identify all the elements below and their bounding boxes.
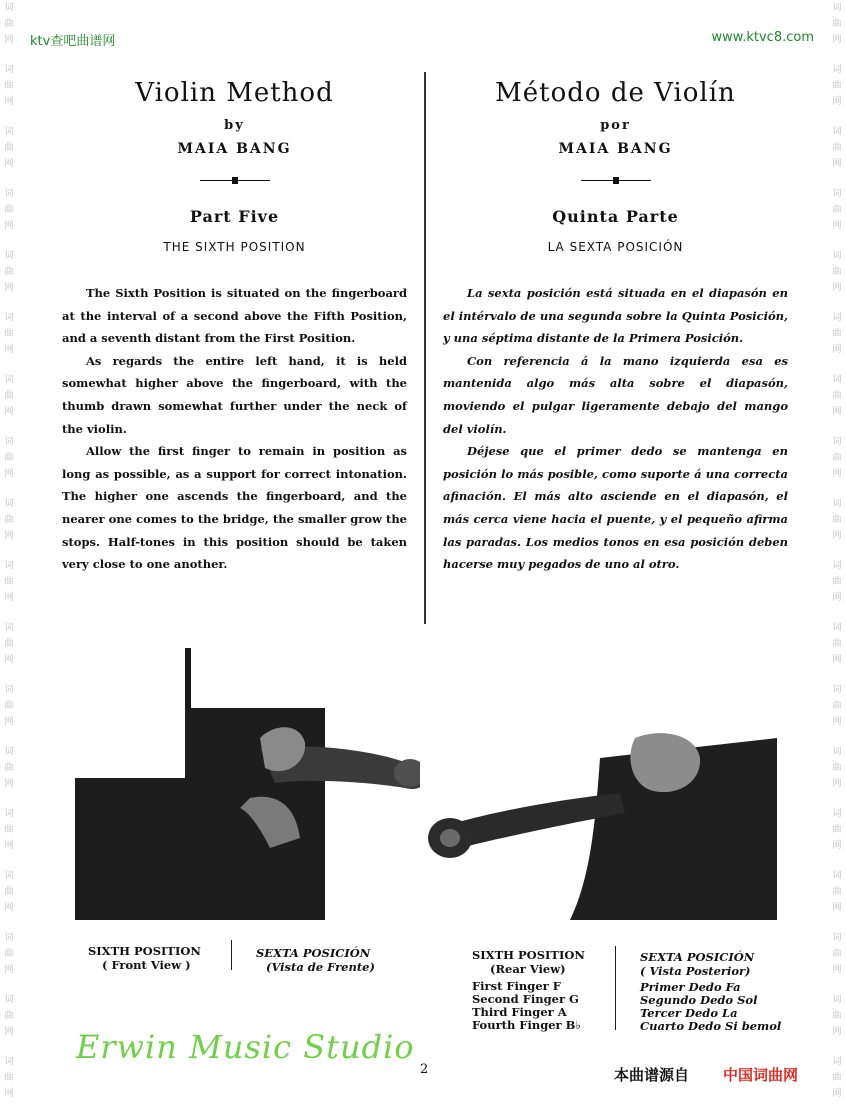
finger-item: Primer Dedo Fa — [640, 980, 741, 994]
rear-caption-spanish-view: ( Vista Posterior) — [640, 964, 751, 978]
watermark-glyph: 词 曲 网 — [832, 871, 842, 913]
watermark-glyph: 词 曲 网 — [4, 189, 14, 231]
watermark-glyph: 词 曲 网 — [4, 251, 14, 293]
rear-caption-english — [472, 948, 585, 976]
finger-item: Segundo Dedo Sol — [640, 993, 758, 1007]
source-site-link[interactable]: 中国词曲网 — [723, 1066, 799, 1084]
finger-item: Fourth Finger B♭ — [472, 1018, 581, 1032]
ornament-divider — [581, 175, 651, 187]
front-caption-spanish-title: SEXTA POSICIÓN — [256, 946, 371, 960]
watermark-glyph: 词 曲 网 — [832, 127, 842, 169]
watermark-glyph: 词 曲 网 — [832, 623, 842, 665]
english-part-heading: Part Five — [189, 207, 280, 226]
spanish-author: MAIA BANG — [558, 141, 673, 157]
watermark-glyph: 词 曲 网 — [832, 499, 842, 541]
rear-caption-english-view: (Rear View) — [490, 962, 566, 976]
spanish-column — [443, 72, 788, 576]
front-caption-spanish — [256, 946, 375, 974]
watermark-glyph: 词 曲 网 — [832, 437, 842, 479]
watermark-glyph: 词 曲 网 — [4, 437, 14, 479]
watermark-glyph: 词 曲 网 — [4, 127, 14, 169]
watermark-glyph: 词 曲 网 — [832, 251, 842, 293]
watermark-glyph: 词 曲 网 — [4, 995, 14, 1037]
english-author: MAIA BANG — [177, 141, 292, 157]
rear-caption-spanish — [640, 950, 754, 978]
english-paragraph: The Sixth Position is situated on the fingerboard at the interval of a second above the Fifth Position, and a seventh distant from the First Position. — [62, 286, 407, 346]
watermark-glyph: 词 曲 网 — [4, 561, 14, 603]
site-link-left[interactable]: ktv查吧曲谱网 — [30, 34, 116, 49]
left-watermark-strip — [2, 0, 16, 1111]
english-paragraph: Allow the first finger to remain in position as long as possible, as a support for correct intonation. The higher one ascends the fingerboard, and the nearer one comes to the bridge, the smaller grow the stops. Half-tones in this position should be taken very close to one another. — [62, 444, 407, 572]
finger-item: Tercer Dedo La — [640, 1006, 738, 1020]
finger-item: Cuarto Dedo Si bemol — [640, 1019, 782, 1033]
watermark-glyph: 词 曲 网 — [4, 313, 14, 355]
source-label: 本曲谱源自 — [614, 1066, 690, 1084]
watermark-glyph: 词 曲 网 — [4, 933, 14, 975]
watermark-glyph: 词 曲 网 — [4, 1057, 14, 1099]
spanish-by: por — [600, 118, 631, 133]
caption-divider — [615, 946, 616, 1030]
ornament-divider — [200, 175, 270, 187]
spanish-paragraph: La sexta posición está situada en el diapasón en el intérvalo de una segunda sobre la Quinta Posición, y una séptima distante de la Primera Posición. — [443, 286, 788, 346]
watermark-glyph: 词 曲 网 — [832, 375, 842, 417]
watermark-glyph: 词 曲 网 — [4, 3, 14, 45]
rear-caption-spanish-title: SEXTA POSICIÓN — [640, 950, 755, 964]
finger-item: Second Finger G — [472, 992, 579, 1006]
caption-divider — [231, 940, 232, 970]
spanish-paragraph: Déjese que el primer dedo se mantenga en posición lo más posible, como suporte á una correcta afinación. El más alto asciende en el diapasón, el más cerca viene hacia el puente, y el pequeño afirma las paradas. Los medios tonos en esa posición deben hacerse muy pegados de uno al otro. — [443, 444, 788, 572]
watermark-glyph: 词 曲 网 — [832, 313, 842, 355]
watermark-glyph: 词 曲 网 — [832, 65, 842, 107]
spanish-title: Método de Violín — [495, 78, 736, 108]
english-column — [62, 72, 407, 576]
english-title: Violin Method — [135, 78, 334, 108]
watermark-glyph: 词 曲 网 — [832, 995, 842, 1037]
watermark-glyph: 词 曲 网 — [832, 933, 842, 975]
front-caption-english — [88, 944, 201, 972]
watermark-glyph: 词 曲 网 — [4, 499, 14, 541]
front-caption-spanish-view: (Vista de Frente) — [266, 960, 375, 974]
finger-item: First Finger F — [472, 979, 561, 993]
watermark-glyph: 词 曲 网 — [832, 747, 842, 789]
site-link-right[interactable]: www.ktvc8.com — [711, 30, 814, 45]
rear-caption-english-title: SIXTH POSITION — [472, 948, 585, 962]
watermark-glyph: 词 曲 网 — [4, 65, 14, 107]
finger-item: Third Finger A — [472, 1005, 567, 1019]
watermark-glyph: 词 曲 网 — [832, 1057, 842, 1099]
watermark-glyph: 词 曲 网 — [832, 561, 842, 603]
column-divider — [424, 72, 426, 624]
page-number: 2 — [420, 1062, 429, 1077]
front-view-photo — [75, 648, 432, 920]
english-subtitle: THE SIXTH POSITION — [163, 240, 306, 254]
spanish-paragraph: Con referencia á la mano izquierda esa es mantenida algo más alta sobre el diapasón, moviendo el pulgar ligeramente debajo del mango del violín. — [443, 353, 788, 436]
watermark-glyph: 词 曲 网 — [832, 809, 842, 851]
rear-view-photo — [420, 728, 777, 920]
watermark-glyph: 词 曲 网 — [832, 685, 842, 727]
watermark-glyph: 词 曲 网 — [832, 189, 842, 231]
finger-list-english — [472, 980, 581, 1032]
front-caption-english-title: SIXTH POSITION — [88, 944, 201, 958]
watermark-glyph: 词 曲 网 — [832, 3, 842, 45]
spanish-subtitle: LA SEXTA POSICIÓN — [547, 240, 684, 254]
watermark-glyph: 词 曲 网 — [4, 871, 14, 913]
watermark-glyph: 词 曲 网 — [4, 375, 14, 417]
watermark-glyph: 词 曲 网 — [4, 747, 14, 789]
spanish-part-heading: Quinta Parte — [552, 207, 679, 226]
english-by: by — [224, 118, 245, 133]
english-paragraph: As regards the entire left hand, it is held somewhat higher above the fingerboard, with the thumb drawn somewhat further under the neck of the violin. — [62, 353, 407, 436]
watermark-glyph: 词 曲 网 — [4, 685, 14, 727]
finger-list-spanish — [640, 981, 781, 1033]
studio-watermark: Erwin Music Studio — [76, 1028, 415, 1066]
watermark-glyph: 词 曲 网 — [4, 809, 14, 851]
watermark-glyph: 词 曲 网 — [4, 623, 14, 665]
front-caption-english-view: ( Front View ) — [102, 958, 191, 972]
right-watermark-strip — [830, 0, 844, 1111]
